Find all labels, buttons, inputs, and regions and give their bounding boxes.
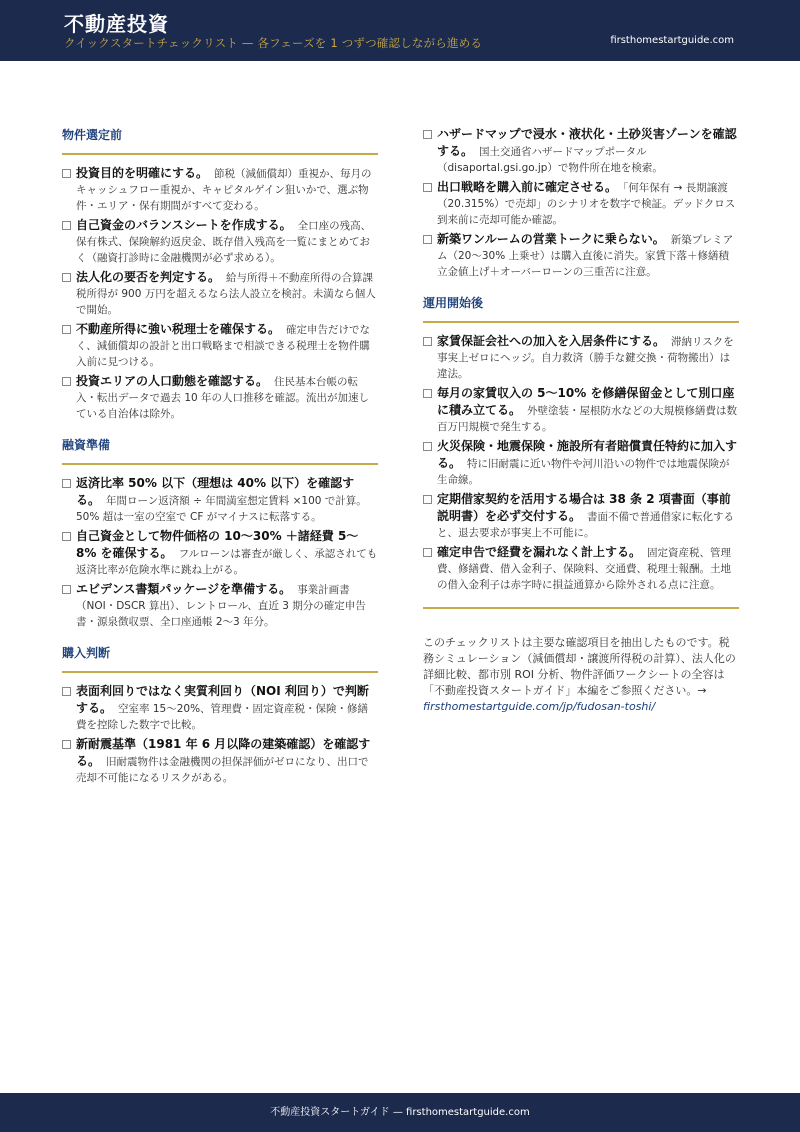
note-text: このチェックリストは主要な確認項目を抽出したものです。税務シミュレーション（減価償却・譲渡所得税の計算）、法人化の詳細比較、都市別 ROI 分析、物件評価ワークシートの全容は「不動産投資スタートガイド」本編をご参照ください。→ [423, 636, 736, 697]
checklist-item [423, 491, 739, 541]
item-lead: 投資エリアの人口動態を確認する。 [76, 374, 269, 388]
item-body: 固定資産税、管理費、修繕費、借入金利子、保険料、交通費、税理士報酬。土地の借入金利子は赤字時に損益通算から除外される点に注意。 [437, 547, 732, 591]
item-body: 書面不備で普通借家に転化すると、退去要求が事実上不可能に。 [437, 511, 735, 539]
checkbox-icon[interactable] [62, 273, 71, 282]
checklist-item [423, 231, 739, 280]
checkbox-icon[interactable] [62, 221, 71, 230]
page-footer [0, 1093, 800, 1132]
checkbox-icon[interactable] [423, 130, 432, 139]
item-lead: 不動産所得に強い税理士を確保する。 [76, 322, 281, 336]
item-body: 旧耐震物件は金融機関の担保評価がゼロになり、出口で売却不可能になるリスクがある。 [76, 756, 369, 784]
checkbox-icon[interactable] [423, 442, 432, 451]
section-title: 融資準備 [62, 436, 378, 465]
item-lead: 表面利回りではなく実質利回り（NOI 利回り）で判断する。 [76, 684, 369, 715]
section-purchase-decision-continued [423, 126, 739, 280]
checklist-item [62, 321, 378, 370]
item-lead: ハザードマップで浸水・液状化・土砂災害ゾーンを確認する。 [437, 127, 737, 158]
section-purchase-decision [62, 644, 378, 786]
checkbox-icon[interactable] [423, 337, 432, 346]
item-lead: 投資目的を明確にする。 [76, 166, 209, 180]
checklist-item [62, 736, 378, 786]
checklist-item [423, 544, 739, 593]
checklist-item [423, 438, 739, 488]
item-body: 年間ローン返済額 ÷ 年間満室想定賃料 ×100 で計算。50% 超は一室の空室で CF がマイナスに転落する。 [76, 495, 367, 523]
item-body: 節税（減価償却）重視か、毎月のキャッシュフロー重視か、キャピタルゲイン狙いかで、選ぶ物件・エリア・保有期間がすべて変わる。 [76, 168, 372, 212]
section-title: 運用開始後 [423, 294, 739, 323]
item-lead: 法人化の要否を判定する。 [76, 270, 221, 284]
page-header [0, 0, 800, 61]
page-title: 不動産投資 [64, 12, 169, 36]
right-column [423, 126, 739, 715]
checklist-item [423, 385, 739, 435]
checklist-item [62, 581, 378, 630]
item-lead: 家賃保証会社への加入を入居条件にする。 [437, 334, 666, 348]
item-body: 給与所得＋不動産所得の合算課税所得が 900 万円を超えるなら法人設立を検討。未満なら個人で開始。 [76, 272, 376, 316]
checklist-item [62, 683, 378, 733]
item-lead: 確定申告で経費を漏れなく計上する。 [437, 545, 642, 559]
section-title: 物件選定前 [62, 126, 378, 155]
checkbox-icon[interactable] [62, 532, 71, 541]
checkbox-icon[interactable] [62, 585, 71, 594]
checklist-item [62, 217, 378, 266]
item-lead: 定期借家契約を活用する場合は 38 条 2 項書面（事前説明書）を必ず交付する。 [437, 492, 731, 523]
item-body: 全口座の残高、保有株式、保険解約返戻金、既存借入残高を一覧にまとめておく（融資打診時に金融機関が必ず求める）。 [76, 220, 372, 264]
checkbox-icon[interactable] [423, 495, 432, 504]
left-column [62, 126, 378, 800]
checkbox-icon[interactable] [62, 377, 71, 386]
item-lead: 自己資金として物件価格の 10〜30% ＋諸経費 5〜8% を確保する。 [76, 529, 359, 560]
divider [423, 607, 739, 609]
checkbox-icon[interactable] [423, 183, 432, 192]
item-lead: 自己資金のバランスシートを作成する。 [76, 218, 292, 232]
checklist-item [62, 475, 378, 525]
checkbox-icon[interactable] [62, 169, 71, 178]
checklist-item [62, 165, 378, 214]
section-title: 購入判断 [62, 644, 378, 673]
checkbox-icon[interactable] [62, 479, 71, 488]
checklist-item [423, 333, 739, 382]
item-body: 滞納リスクを事実上ゼロにヘッジ。自力救済（勝手な鍵交換・荷物搬出）は違法。 [437, 336, 734, 380]
closing-note [423, 635, 739, 715]
checkbox-icon[interactable] [423, 389, 432, 398]
item-body: 確定申告だけでなく、減価償却の設計と出口戦略まで相談できる税理士を物件購入前に見つける。 [76, 324, 371, 368]
checklist-item [62, 269, 378, 318]
checkbox-icon[interactable] [62, 740, 71, 749]
item-body: 事業計画書（NOI・DSCR 算出）、レントロール、直近 3 期分の確定申告書・源泉徴収票、全口座通帳 2〜3 年分。 [76, 584, 366, 628]
item-lead: 新築ワンルームの営業トークに乗らない。 [437, 232, 665, 246]
section-financing [62, 436, 378, 630]
checkbox-icon[interactable] [62, 325, 71, 334]
item-body: 空室率 15〜20%、管理費・固定資産税・保険・修繕費を控除した数字で比較。 [76, 703, 369, 731]
checkbox-icon[interactable] [423, 548, 432, 557]
checkbox-icon[interactable] [62, 687, 71, 696]
checkbox-icon[interactable] [423, 235, 432, 244]
section-operations [423, 294, 739, 593]
item-body: 「何年保有 → 長期譲渡（20.315%）で売却」のシナリオを数字で検証。デッドクロス到来前に売却可能か確認。 [437, 182, 736, 226]
site-name: firsthomestartguide.com [610, 35, 734, 46]
page-subtitle: クイックスタートチェックリスト — 各フェーズを 1 つずつ確認しながら進める [64, 36, 483, 50]
item-lead: エビデンス書類パッケージを準備する。 [76, 582, 292, 596]
item-body: 新築プレミアム（20〜30% 上乗せ）は購入直後に消失。家賃下落＋修繕積立金値上げ＋オーバーローンの三重苦に注意。 [437, 234, 734, 278]
guide-link[interactable]: firsthomestartguide.com/jp/fudosan-toshi/ [423, 700, 656, 713]
footer-text: 不動産投資スタートガイド — firsthomestartguide.com [270, 1107, 530, 1118]
item-body: 国土交通省ハザードマップポータル（disaportal.gsi.go.jp）で物件所在地を検索。 [437, 146, 663, 174]
item-lead: 毎月の家賃収入の 5〜10% を修繕保留金として別口座に積み立てる。 [437, 386, 735, 417]
item-body: 特に旧耐震に近い物件や河川沿いの物件では地震保険が生命線。 [437, 458, 730, 486]
item-lead: 新耐震基準（1981 年 6 月以降の建築確認）を確認する。 [76, 737, 371, 768]
item-body: 外壁塗装・屋根防水などの大規模修繕費は数百万円規模で発生する。 [437, 405, 738, 433]
checklist-item [62, 373, 378, 422]
checklist-item [423, 126, 739, 176]
checklist-item [62, 528, 378, 578]
item-body: フルローンは審査が厳しく、承認されても返済比率が危険水準に跳ね上がる。 [76, 548, 378, 576]
item-lead: 返済比率 50% 以下（理想は 40% 以下）を確認する。 [76, 476, 355, 507]
checklist-item [423, 179, 739, 228]
item-lead: 火災保険・地震保険・施設所有者賠償責任特約に加入する。 [437, 439, 738, 470]
item-body: 住民基本台帳の転入・転出データで過去 10 年の人口推移を確認。流出が加速している自治体は除外。 [76, 376, 370, 420]
item-lead: 出口戦略を購入前に確定させる。 [437, 180, 618, 194]
section-property-selection [62, 126, 378, 422]
